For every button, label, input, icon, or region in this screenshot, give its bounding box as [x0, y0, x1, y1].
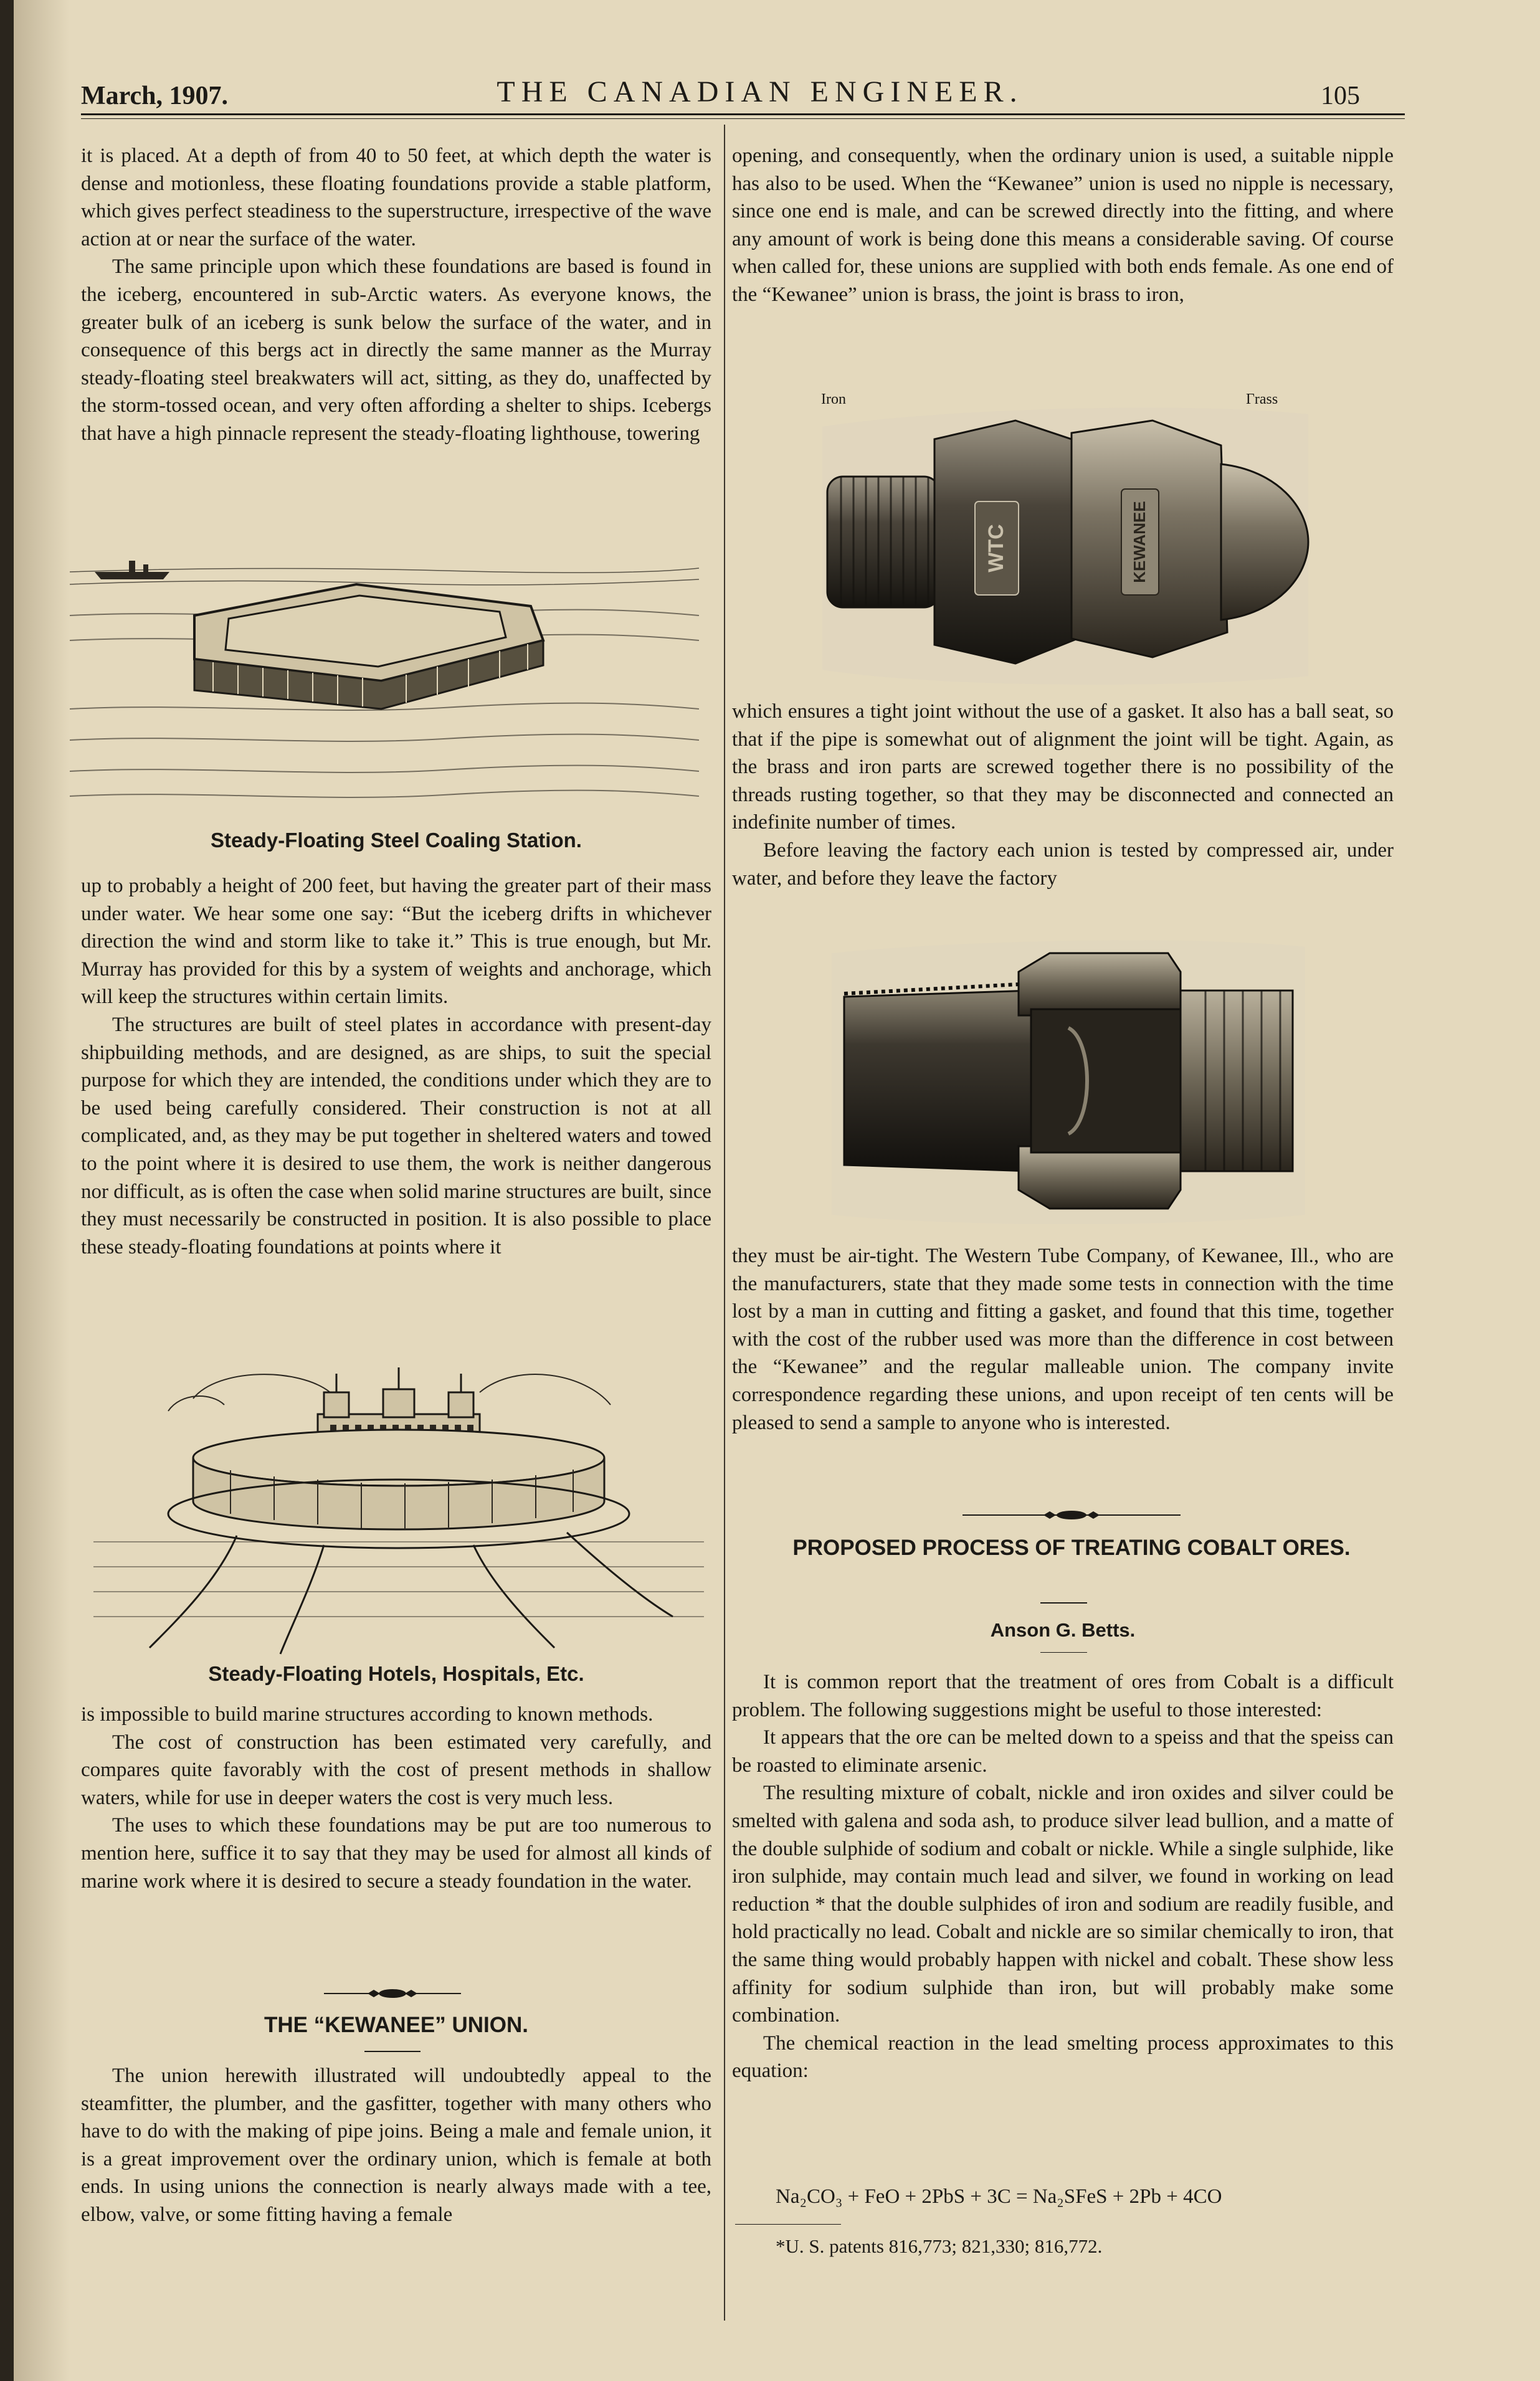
reaction-equation: Na₂CO₃ + FeO + 2PbS + 3C = Na₂SFeS + 2Pb + 4CO — [776, 2185, 1222, 2208]
right-text-block-2 — [732, 698, 1394, 892]
coaling-station-figure — [70, 547, 699, 815]
page-number: 105 — [1321, 82, 1360, 110]
left-text-block-4 — [81, 2062, 711, 2229]
figure2-caption: Steady-Floating Hotels, Hospitals, Etc. — [208, 1662, 584, 1685]
binding-edge — [0, 0, 14, 2381]
paragraph: The same principle upon which these foundations are based is found in the iceberg, encountered in sub-Arctic waters. As everyone knows, the greater bulk of an iceberg is sunk below the surface of the water, and in consequence of this bergs act in directly the same manner as the Murray steady-floating steel breakwaters will act, sitting, as they do, unaffected by the storm-tossed ocean, and very often affording a shelter to ships. Icebergs that have a high pinnacle represent the steady-floating lighthouse, towering — [81, 255, 711, 445]
floating-hotel-figure — [93, 1355, 704, 1660]
left-text-block-3 — [81, 1701, 711, 1895]
paragraph: is impossible to build marine structures according to known methods. — [81, 1703, 654, 1726]
paragraph: they must be air-tight. The Western Tube Company, of Kewanee, Ill., who are the manufacturers, state that they made some tests in connection with the time lost by a man in cutting and fitting a gasket, and found that this time, together with the cost of the rubber used was more than the difference in cost between the “Kewanee” and the regular malleable union. The company invite correspondence regarding these unions, and upon receipt of ten cents will be pleased to send a sample to anyone who is interested. — [732, 1245, 1394, 1434]
left-text-block-2 — [81, 872, 711, 1261]
page-shadow — [14, 0, 70, 2381]
cobalt-article-title: PROPOSED PROCESS OF TREATING COBALT ORES. — [792, 1536, 1351, 1560]
section-ornament — [324, 1987, 461, 2000]
right-text-block-4 — [732, 1668, 1394, 2085]
paragraph: opening, and consequently, when the ordinary union is used, a suitable nipple has also to be used. When the “Kewanee” union is used no nipple is necessary, since one end is male, and can be screwed directly into the fitting, and where any amount of work is being done this means a considerable saving. Of course when called for, these unions are supplied with both ends female. As one end of the “Kewanee” union is brass, the joint is brass to iron, — [732, 145, 1394, 306]
title-rule — [1040, 1602, 1087, 1604]
heading-rule — [364, 2051, 421, 2052]
header-rule-thin — [81, 118, 1405, 119]
right-text-block-3 — [732, 1242, 1394, 1437]
header-rule — [81, 113, 1405, 115]
paragraph: it is placed. At a depth of from 40 to 50 feet, at which depth the water is dense and motionless, these floating foundations provide a stable platform, which gives perfect steadiness to the superstructure, irrespective of the wave action at or near the surface of the water. — [81, 145, 711, 250]
kewanee-union-exterior-figure — [816, 389, 1314, 691]
paragraph: It appears that the ore can be melted down to a speiss and that the speiss can be roasted to eliminate arsenic. — [732, 1726, 1394, 1777]
paragraph: The structures are built of steel plates in accordance with present-day shipbuilding methods, and are designed, as are ships, to suit the special purpose for which they are intended, the conditions under which they are to be used being carefully considered. Their construction is not at all complicated, and, as they may be put together in sheltered waters and towed to the point where it is desired to use them, the work is neither dangerous nor difficult, as is often the case when solid marine structures are built, since they must necessarily be constructed in position. It is also possible to place these steady-floating foundations at points where it — [81, 1013, 712, 1258]
kewanee-union-section-figure — [832, 934, 1305, 1227]
wtc-mark: WTC — [984, 524, 1008, 573]
paragraph: The chemical reaction in the lead smelting process approximates to this equation: — [732, 2032, 1394, 2083]
column-divider — [724, 125, 725, 2321]
brass-label: Γrass — [1246, 391, 1278, 407]
kewanee-heading: THE “KEWANEE” UNION. — [264, 2013, 528, 2037]
paragraph: Before leaving the factory each union is tested by compressed air, under water, and before they leave the factory — [732, 839, 1394, 890]
paragraph: up to probably a height of 200 feet, but having the greater part of their mass under water. We hear some one say: “But the iceberg drifts in whichever direction the wind and storm like to take it.” This is true enough, but Mr. Murray has provided for this by a system of weights and anchorage, which will keep the structures within certain limits. — [81, 875, 711, 1009]
paragraph: The cost of construction has been estimated very carefully, and compares quite favorably with the cost of present methods in shallow waters, while for use in deeper waters the cost is very much less. — [81, 1731, 711, 1809]
footnote: *U. S. patents 816,773; 821,330; 816,772. — [776, 2235, 1103, 2257]
author-rule — [1040, 1652, 1087, 1653]
kewanee-mark: KEWANEE — [1130, 501, 1149, 583]
paragraph: It is common report that the treatment of ores from Cobalt is a difficult problem. The following suggestions might be useful to those interested: — [732, 1671, 1394, 1721]
article-ornament — [962, 1509, 1181, 1521]
left-text-block-1 — [81, 142, 711, 448]
paragraph: The resulting mixture of cobalt, nickle and iron oxides and silver could be smelted with galena and soda ash, to produce silver lead bullion, and a matte of the double sulphide of sodium and cobalt or nickle. While a single sulphide, like iron sulphide, may contain much lead and silver, we found in working on lead reduction * that the double sulphides of iron and sodium are readily fusible, and hold practically no lead. Cobalt and nickle are so similar chemically to iron, that the same thing would probably happen with nickel and cobalt. These show less affinity for sodium sulphide than iron, but will probably make some combination. — [732, 1782, 1394, 2027]
paragraph: The union herewith illustrated will undoubtedly appeal to the steamfitter, the plumber, and the gasfitter, together with many others who have to do with the making of pipe joins. Being a male and female union, it is a great improvement over the ordinary union, which is female at both ends. In using unions the connection is nearly always made with a tee, elbow, valve, or some fitting having a female — [81, 2065, 711, 2226]
author-name: Anson G. Betts. — [990, 1619, 1136, 1641]
paragraph: The uses to which these foundations may be put are too numerous to mention here, suffice it to say that they may be used for almost all kinds of marine work where it is desired to secure a steady foundation in the water. — [81, 1814, 711, 1893]
footnote-rule — [735, 2224, 841, 2225]
paragraph: which ensures a tight joint without the use of a gasket. It also has a ball seat, so that if the pipe is somewhat out of alignment the joint will be tight. Again, as the brass and iron parts are screwed together there is no possibility of the threads rusting together, so that they may be disconnected and connected an indefinite number of times. — [732, 700, 1394, 834]
issue-date: March, 1907. — [81, 82, 229, 110]
iron-label: Iron — [821, 391, 846, 407]
figure1-caption: Steady-Floating Steel Coaling Station. — [211, 829, 582, 852]
journal-title: THE CANADIAN ENGINEER. — [497, 75, 1024, 108]
right-text-block-1 — [732, 142, 1394, 309]
